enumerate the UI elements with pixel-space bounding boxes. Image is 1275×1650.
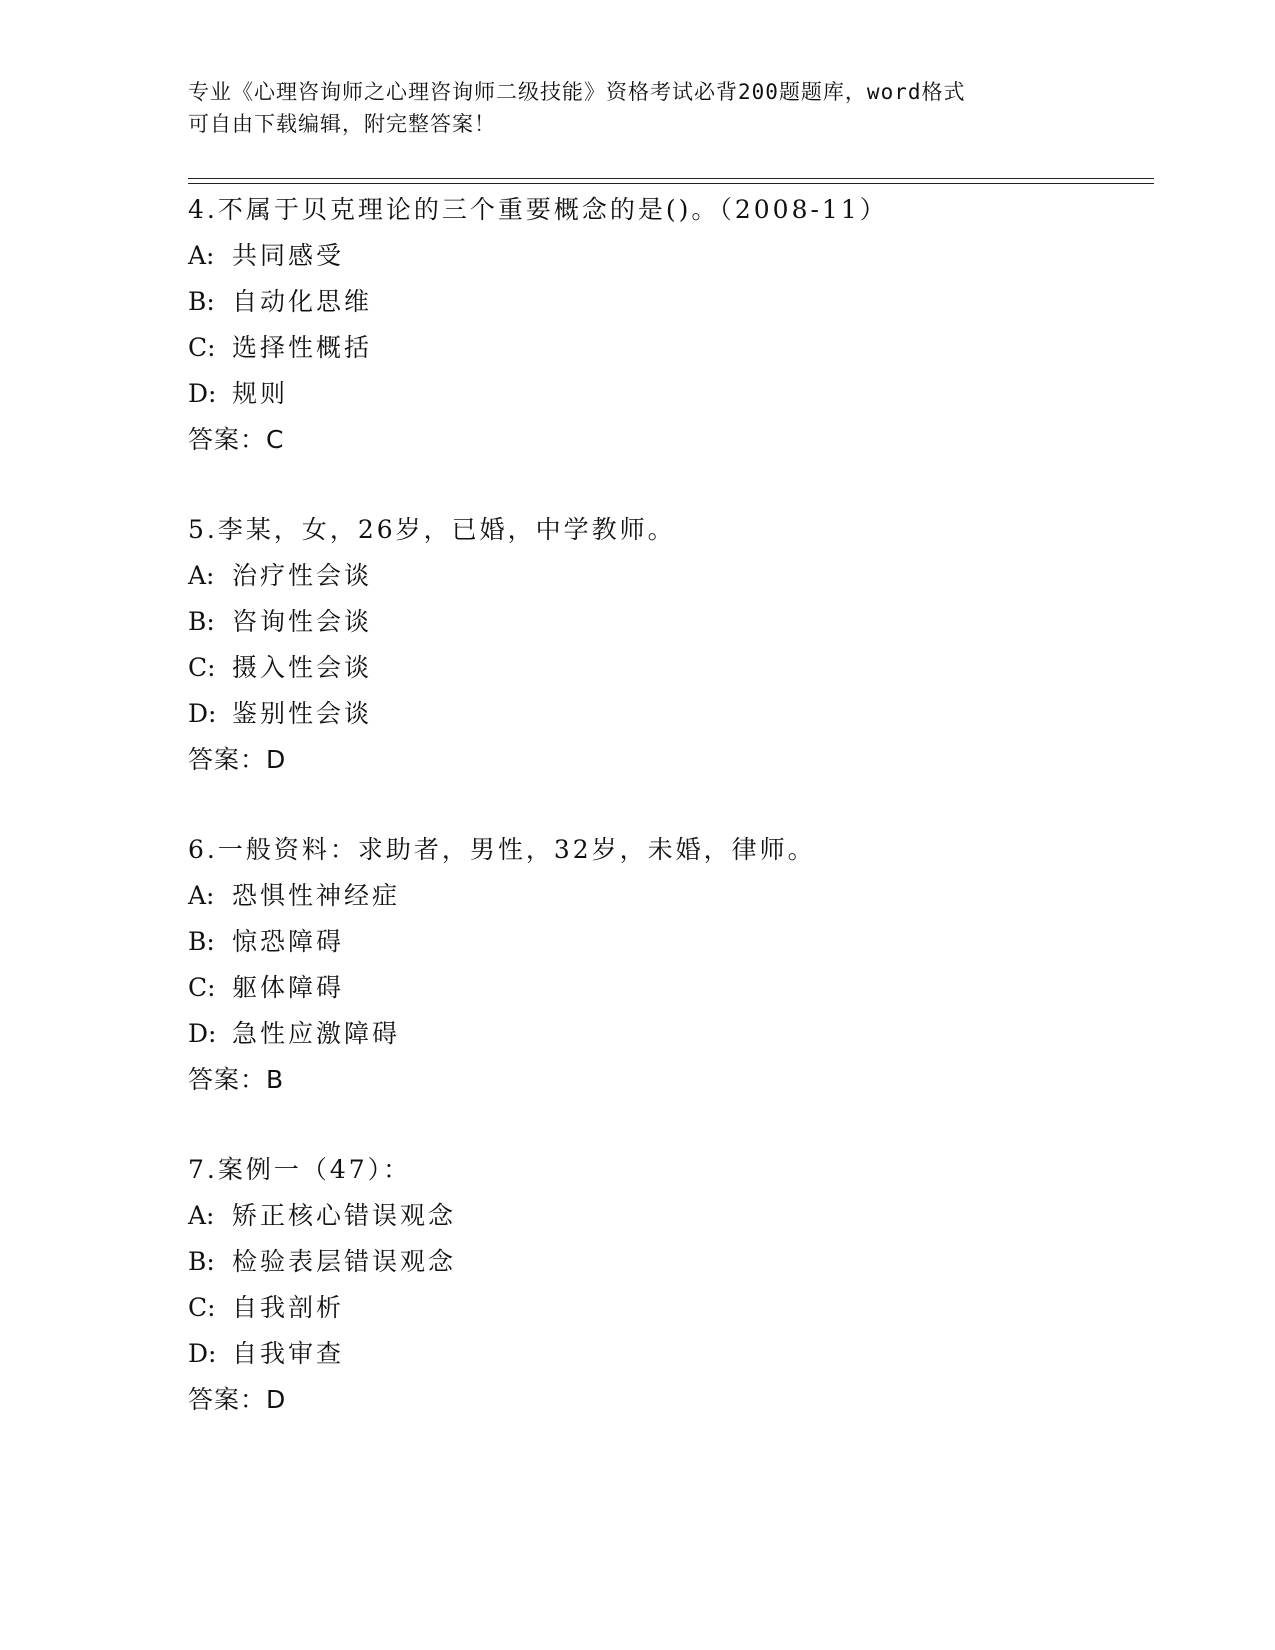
- answer-line: 答案：D: [188, 1385, 287, 1414]
- option-c: [188, 645, 1148, 691]
- option-text: 咨询性会谈: [232, 607, 373, 636]
- option-text: 规则: [232, 379, 289, 408]
- answer-line: 答案：C: [188, 425, 285, 454]
- question-5: [188, 507, 1148, 783]
- question-7: [188, 1147, 1148, 1423]
- option-letter: A:: [188, 881, 215, 910]
- option-text: 躯体障碍: [232, 973, 345, 1002]
- option-letter: B:: [188, 607, 215, 636]
- option-text: 检验表层错误观念: [232, 1247, 457, 1276]
- option-d: [188, 1331, 1148, 1377]
- option-d: [188, 691, 1148, 737]
- option-letter: C:: [188, 973, 216, 1002]
- option-b: [188, 279, 1148, 325]
- question-stem: 7.案例一（47）：: [188, 1155, 412, 1184]
- option-text: 鉴别性会谈: [232, 699, 373, 728]
- option-b: [188, 1239, 1148, 1285]
- header-rule-top: [188, 178, 1154, 179]
- option-b: [188, 919, 1148, 965]
- option-text: 自我剖析: [232, 1293, 345, 1322]
- option-text: 选择性概括: [232, 333, 373, 362]
- option-a: [188, 1193, 1148, 1239]
- option-letter: A:: [188, 561, 215, 590]
- option-letter: A:: [188, 241, 215, 270]
- option-text: 急性应激障碍: [232, 1019, 401, 1048]
- option-c: [188, 1285, 1148, 1331]
- option-letter: D:: [188, 699, 217, 728]
- option-d: [188, 371, 1148, 417]
- option-letter: B:: [188, 287, 215, 316]
- option-letter: B:: [188, 927, 215, 956]
- option-a: [188, 233, 1148, 279]
- header-line-2: 可自由下载编辑，附完整答案！: [188, 112, 496, 136]
- option-letter: B:: [188, 1247, 215, 1276]
- answer-line: 答案：D: [188, 745, 287, 774]
- header-line-1: 专业《心理咨询师之心理咨询师二级技能》资格考试必背200题题库，word格式: [188, 80, 966, 104]
- option-d: [188, 1011, 1148, 1057]
- option-text: 惊恐障碍: [232, 927, 345, 956]
- option-letter: D:: [188, 1339, 217, 1368]
- option-text: 自我审查: [232, 1339, 345, 1368]
- question-4: [188, 187, 1148, 463]
- option-text: 恐惧性神经症: [232, 881, 401, 910]
- option-letter: C:: [188, 1293, 216, 1322]
- option-letter: C:: [188, 653, 216, 682]
- option-c: [188, 325, 1148, 371]
- option-text: 共同感受: [232, 241, 345, 270]
- option-a: [188, 873, 1148, 919]
- option-a: [188, 553, 1148, 599]
- option-letter: D:: [188, 1019, 217, 1048]
- question-list: [188, 187, 1148, 1467]
- option-text: 自动化思维: [232, 287, 373, 316]
- option-letter: D:: [188, 379, 217, 408]
- question-6: [188, 827, 1148, 1103]
- answer-line: 答案：B: [188, 1065, 285, 1094]
- option-b: [188, 599, 1148, 645]
- option-c: [188, 965, 1148, 1011]
- option-letter: A:: [188, 1201, 215, 1230]
- question-stem: 5.李某，女，26岁，已婚，中学教师。: [188, 515, 676, 544]
- option-text: 治疗性会谈: [232, 561, 373, 590]
- document-header: [188, 76, 1068, 140]
- option-text: 摄入性会谈: [232, 653, 373, 682]
- option-letter: C:: [188, 333, 216, 362]
- header-rule-bottom: [188, 183, 1154, 184]
- question-stem: 6.一般资料：求助者，男性，32岁，未婚，律师。: [188, 835, 816, 864]
- question-stem: 4.不属于贝克理论的三个重要概念的是()。（2008-11）: [188, 195, 888, 224]
- option-text: 矫正核心错误观念: [232, 1201, 457, 1230]
